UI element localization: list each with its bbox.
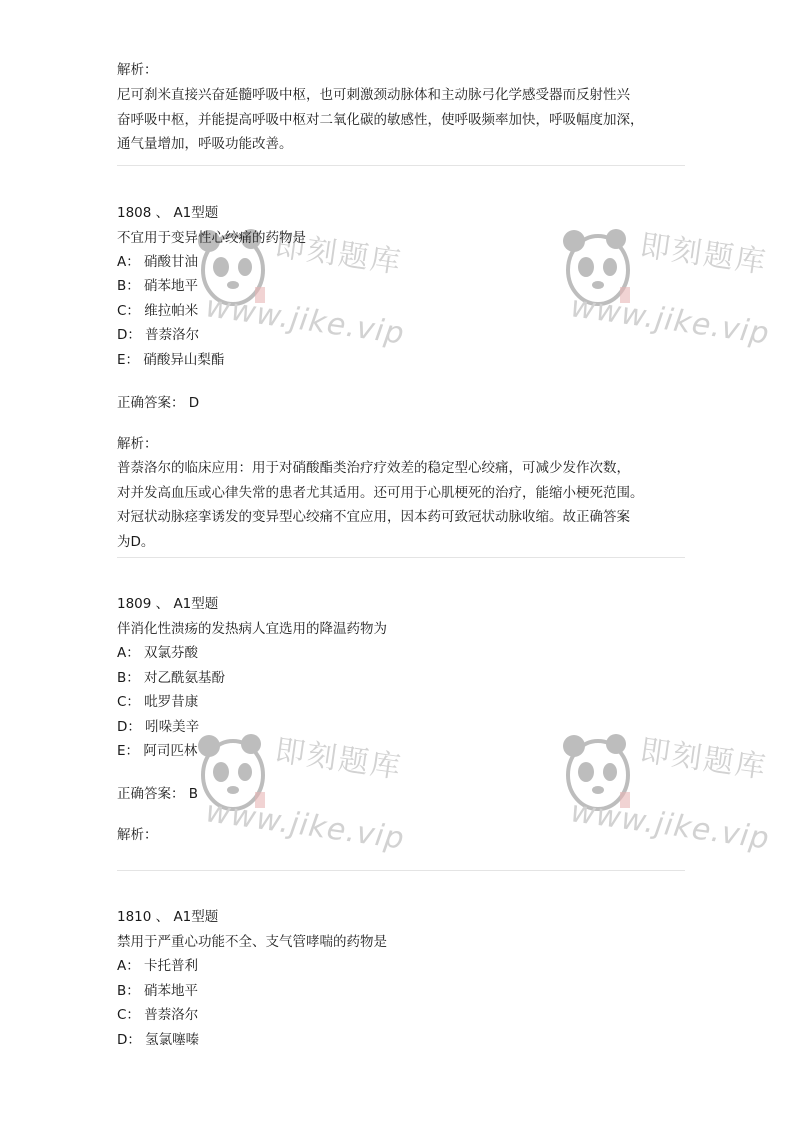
question-header: 1810 、 A1型题 <box>117 909 219 925</box>
watermark-brand: 即刻题库 <box>272 733 405 786</box>
analysis-text <box>117 456 685 554</box>
option-c: C： 普萘洛尔 <box>117 1007 199 1023</box>
divider <box>117 870 685 871</box>
watermark-brand: 即刻题库 <box>272 228 405 281</box>
watermark-url: www.jike.vip <box>203 794 407 857</box>
watermark-url: www.jike.vip <box>568 794 772 857</box>
option-b: B： 硝苯地平 <box>117 983 199 999</box>
option-a: A： 卡托普利 <box>117 958 199 974</box>
option-e: E： 阿司匹林 <box>117 743 198 759</box>
correct-answer: 正确答案： B <box>117 786 199 802</box>
analysis-line: 普萘洛尔的临床应用：用于对硝酸酯类治疗疗效差的稳定型心绞痛，可减少发作次数， <box>117 460 630 476</box>
option-e: E： 硝酸异山梨酯 <box>117 352 225 368</box>
question-stem: 不宜用于变异性心绞痛的药物是 <box>117 230 306 246</box>
option-d: D： 吲哚美辛 <box>117 719 200 735</box>
analysis-label: 解析： <box>117 827 158 843</box>
option-d: D： 普萘洛尔 <box>117 327 200 343</box>
watermark <box>560 730 800 880</box>
option-a: A： 双氯芬酸 <box>117 645 199 661</box>
question-stem: 伴消化性溃疡的发热病人宜选用的降温药物为 <box>117 621 387 637</box>
analysis-label: 解析： <box>117 62 158 78</box>
analysis-line: 对并发高血压或心律失常的患者尤其适用。还可用于心肌梗死的治疗，能缩小梗死范围。 <box>117 484 644 501</box>
panda-logo-icon <box>560 730 640 820</box>
analysis-line: 为D。 <box>117 533 155 550</box>
analysis-line: 奋呼吸中枢，并能提高呼吸中枢对二氧化碳的敏感性，使呼吸频率加快，呼吸幅度加深， <box>117 111 644 128</box>
question-header: 1808 、 A1型题 <box>117 205 219 221</box>
option-b: B： 硝苯地平 <box>117 278 199 294</box>
analysis-label: 解析： <box>117 436 158 452</box>
analysis-text <box>117 83 685 157</box>
watermark-url: www.jike.vip <box>568 289 772 352</box>
analysis-line: 对冠状动脉痉挛诱发的变异型心绞痛不宜应用，因本药可致冠状动脉收缩。故正确答案 <box>117 509 630 525</box>
panda-logo-icon <box>560 225 640 315</box>
watermark-brand: 即刻题库 <box>637 228 770 281</box>
analysis-line: 尼可刹米直接兴奋延髓呼吸中枢，也可刺激颈动脉体和主动脉弓化学感受器而反射性兴 <box>117 87 630 103</box>
option-b: B： 对乙酰氨基酚 <box>117 670 226 686</box>
correct-answer: 正确答案： D <box>117 395 200 411</box>
question-stem: 禁用于严重心功能不全、支气管哮喘的药物是 <box>117 934 387 950</box>
panda-logo-icon <box>195 730 275 820</box>
divider <box>117 165 685 166</box>
option-c: C： 维拉帕米 <box>117 303 199 319</box>
option-c: C： 吡罗昔康 <box>117 694 199 710</box>
watermark-brand: 即刻题库 <box>637 733 770 786</box>
watermark <box>195 730 445 880</box>
option-a: A： 硝酸甘油 <box>117 254 199 270</box>
divider <box>117 557 685 558</box>
analysis-line: 通气量增加，呼吸功能改善。 <box>117 136 293 152</box>
watermark-url: www.jike.vip <box>203 289 407 352</box>
option-d: D： 氢氯噻嗪 <box>117 1032 200 1048</box>
watermark <box>560 225 800 375</box>
question-header: 1809 、 A1型题 <box>117 596 219 612</box>
